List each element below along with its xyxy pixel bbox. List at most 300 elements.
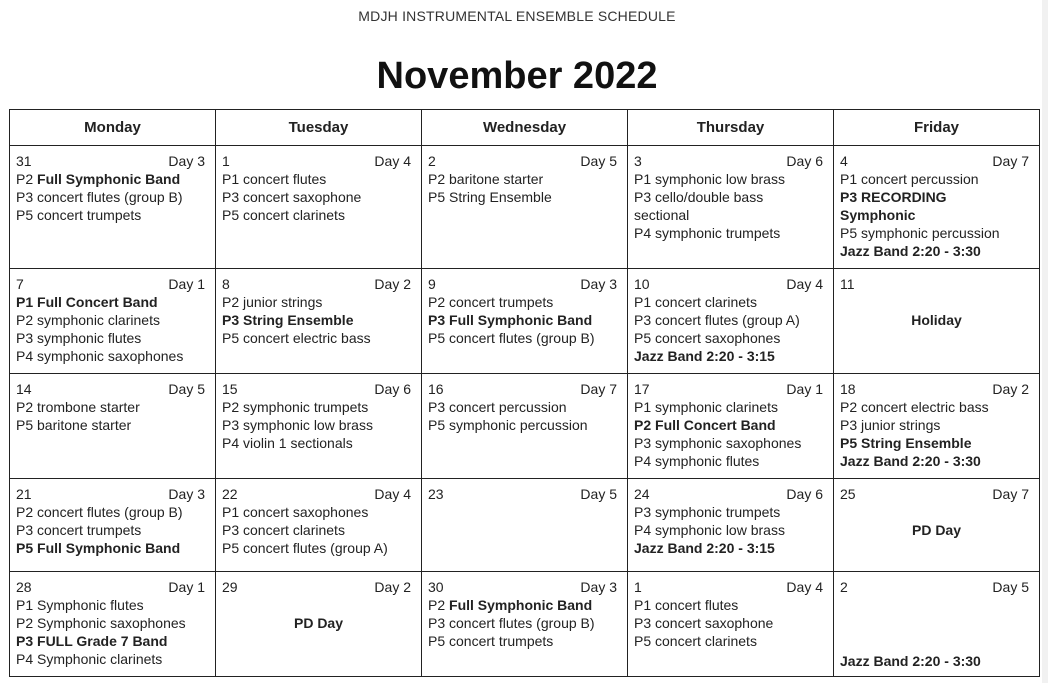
date-header	[222, 380, 415, 398]
day-cell-content	[16, 152, 209, 268]
day-cell[interactable]	[628, 374, 834, 479]
schedule-entry	[840, 242, 1033, 260]
entry-text: concert flutes (group B)	[449, 615, 595, 631]
schedule-entry	[634, 632, 827, 650]
entry-text: concert flutes (group B)	[449, 330, 595, 346]
schedule-entry	[16, 188, 209, 206]
schedule-entry	[634, 596, 827, 614]
date-number: 11	[840, 276, 855, 292]
day-cell[interactable]	[422, 572, 628, 677]
period-label: P2	[840, 399, 858, 415]
period-label: P5	[222, 207, 240, 223]
entry-text: junior strings	[243, 294, 323, 310]
month-title: November 2022	[376, 55, 658, 97]
entry-text: junior strings	[861, 417, 941, 433]
date-header	[16, 152, 209, 170]
period-label: P5	[428, 189, 446, 205]
entry-text: symphonic saxophones	[655, 435, 802, 451]
schedule-entry	[16, 416, 209, 434]
entry-text: concert flutes (group B)	[37, 189, 183, 205]
date-header	[634, 275, 827, 293]
date-number: 18	[840, 381, 856, 397]
entry-text: symphonic trumpets	[655, 504, 781, 520]
rotation-day: Day 6	[786, 486, 823, 502]
date-number: 15	[222, 381, 238, 397]
day-cell[interactable]	[628, 572, 834, 677]
period-label: P3	[222, 522, 240, 538]
rotation-day: Day 3	[580, 276, 617, 292]
rotation-day: Day 4	[786, 276, 823, 292]
period-label: P3	[16, 330, 34, 346]
date-header	[634, 152, 827, 170]
schedule-entry	[634, 452, 827, 470]
schedule-entry	[16, 170, 209, 188]
schedule-entry	[840, 206, 1033, 224]
entry-text: P2 Full Concert Band	[634, 417, 776, 433]
period-label: P3	[634, 312, 652, 328]
date-number: 3	[634, 153, 642, 169]
date-number: 8	[222, 276, 230, 292]
schedule-entry	[634, 503, 827, 521]
entry-text: cello/double bass	[655, 189, 764, 205]
entry-text: symphonic percussion	[861, 225, 1000, 241]
period-label: P4	[634, 225, 652, 241]
page-scrollbar[interactable]	[1042, 0, 1048, 683]
entry-text: symphonic percussion	[449, 417, 588, 433]
schedule-entry	[16, 347, 209, 365]
day-cell[interactable]	[10, 269, 216, 374]
date-header	[428, 275, 621, 293]
day-cell-content	[428, 485, 621, 571]
schedule-entry	[16, 614, 209, 632]
schedule-entry	[634, 188, 827, 206]
schedule-entry	[634, 224, 827, 242]
entry-text: Symphonic flutes	[37, 597, 144, 613]
day-cell[interactable]	[628, 479, 834, 572]
rotation-day: Day 3	[168, 486, 205, 502]
entry-text: concert flutes	[243, 171, 327, 187]
schedule-entry	[16, 596, 209, 614]
schedule-entry	[16, 521, 209, 539]
rotation-day: Day 5	[580, 486, 617, 502]
date-header	[634, 485, 827, 503]
day-cell-content	[634, 152, 827, 268]
period-label: P3	[222, 417, 240, 433]
entry-text: Symphonic	[840, 207, 916, 223]
entry-text: concert saxophones	[655, 330, 781, 346]
entry-text: P5 Full Symphonic Band	[16, 540, 181, 556]
rotation-day: Day 2	[374, 276, 411, 292]
entry-text: symphonic trumpets	[655, 225, 781, 241]
date-header	[428, 152, 621, 170]
day-cell-content	[634, 275, 827, 373]
period-label: P1	[222, 171, 240, 187]
week-row	[10, 374, 1040, 479]
date-header	[840, 275, 1033, 293]
schedule-entry	[16, 632, 209, 650]
entry-text: concert clarinets	[243, 522, 345, 538]
rotation-day: Day 2	[374, 579, 411, 595]
date-header	[428, 578, 621, 596]
entry-text: symphonic flutes	[37, 330, 142, 346]
jazz-band-note: Jazz Band 2:20 - 3:30	[840, 653, 981, 669]
date-number: 2	[428, 153, 436, 169]
day-cell-content	[16, 485, 209, 571]
schedule-entry	[634, 329, 827, 347]
day-cell-content	[428, 380, 621, 478]
period-label: P3	[16, 522, 34, 538]
period-label: P2	[16, 399, 34, 415]
rotation-day: Day 7	[992, 486, 1029, 502]
day-cell-content	[222, 578, 415, 676]
period-label: P5	[840, 225, 858, 241]
day-cell-content	[16, 578, 209, 676]
day-cell[interactable]	[216, 572, 422, 677]
period-label: P1	[634, 597, 652, 613]
entry-text: symphonic low brass	[243, 417, 373, 433]
schedule-entry	[222, 329, 415, 347]
period-label: P2	[428, 171, 446, 187]
date-header	[634, 578, 827, 596]
schedule-entry	[428, 311, 621, 329]
date-header	[16, 485, 209, 503]
entry-text: concert saxophone	[655, 615, 774, 631]
date-number: 1	[634, 579, 642, 595]
day-cell[interactable]	[422, 479, 628, 572]
period-label: P1	[222, 504, 240, 520]
entry-text: concert saxophone	[243, 189, 362, 205]
period-label: P2	[16, 504, 34, 520]
period-label: P2	[222, 294, 240, 310]
day-cell[interactable]	[422, 374, 628, 479]
date-header	[222, 578, 415, 596]
day-cell[interactable]	[10, 479, 216, 572]
date-header	[428, 485, 621, 503]
entry-text: Jazz Band 2:20 - 3:15	[634, 348, 775, 364]
schedule-entry	[428, 416, 621, 434]
rotation-day: Day 2	[992, 381, 1029, 397]
period-label: P5	[428, 330, 446, 346]
period-label: P1	[634, 294, 652, 310]
weekday-header: Thursday	[628, 110, 834, 146]
entry-text: concert clarinets	[243, 207, 345, 223]
entry-text: Full Symphonic Band	[449, 597, 593, 613]
schedule-entry	[428, 632, 621, 650]
period-label: P3	[16, 189, 34, 205]
schedule-entry	[222, 521, 415, 539]
schedule-entry	[840, 398, 1033, 416]
entry-text: concert trumpets	[37, 522, 142, 538]
period-label: P3	[428, 399, 446, 415]
date-number: 10	[634, 276, 650, 292]
period-label: P2	[16, 171, 34, 187]
date-number: 24	[634, 486, 650, 502]
entry-text: Full Symphonic Band	[37, 171, 181, 187]
period-label: P2	[16, 615, 34, 631]
schedule-entry	[634, 347, 827, 365]
date-header	[16, 275, 209, 293]
entry-text: symphonic low brass	[655, 522, 785, 538]
day-note: PD Day	[293, 615, 344, 631]
entry-text: concert percussion	[449, 399, 567, 415]
day-cell[interactable]	[216, 374, 422, 479]
day-cell-content	[840, 380, 1033, 478]
rotation-day: Day 3	[580, 579, 617, 595]
week-row	[10, 146, 1040, 269]
period-label: P5	[634, 633, 652, 649]
rotation-day: Day 5	[580, 153, 617, 169]
day-cell[interactable]	[834, 374, 1040, 479]
date-header	[16, 380, 209, 398]
date-header	[634, 380, 827, 398]
period-label: P3	[428, 615, 446, 631]
day-cell-content	[222, 275, 415, 373]
entry-text: Symphonic clarinets	[37, 651, 163, 667]
day-cell-content	[16, 275, 209, 373]
day-cell-content	[428, 152, 621, 268]
day-cell-content	[634, 380, 827, 478]
entry-text: symphonic clarinets	[655, 399, 778, 415]
weekday-header: Tuesday	[216, 110, 422, 146]
day-cell[interactable]	[422, 146, 628, 269]
schedule-subtitle: MDJH INSTRUMENTAL ENSEMBLE SCHEDULE	[358, 8, 676, 24]
period-label: P3	[634, 189, 652, 205]
schedule-entry	[428, 329, 621, 347]
schedule-entry	[222, 170, 415, 188]
date-header	[222, 485, 415, 503]
schedule-entry	[840, 434, 1033, 452]
schedule-entry	[428, 293, 621, 311]
weekday-header: Monday	[10, 110, 216, 146]
schedule-entry	[840, 170, 1033, 188]
schedule-entry	[634, 434, 827, 452]
week-row	[10, 572, 1040, 677]
period-label: P2	[428, 294, 446, 310]
day-cell[interactable]	[10, 374, 216, 479]
entry-text: concert trumpets	[449, 633, 554, 649]
date-number: 30	[428, 579, 444, 595]
date-header	[840, 152, 1033, 170]
entry-text: sectional	[634, 207, 690, 223]
schedule-entry	[222, 293, 415, 311]
entry-text: concert flutes (group A)	[655, 312, 800, 328]
entry-text: concert clarinets	[655, 294, 757, 310]
period-label: P3	[222, 189, 240, 205]
schedule-entry	[428, 614, 621, 632]
period-label: P5	[16, 207, 34, 223]
schedule-entry	[634, 521, 827, 539]
day-cell[interactable]	[10, 572, 216, 677]
day-cell-content	[428, 275, 621, 373]
period-label: P1	[16, 597, 34, 613]
day-cell[interactable]	[628, 146, 834, 269]
day-cell[interactable]	[422, 269, 628, 374]
period-label: P5	[634, 330, 652, 346]
date-number: 31	[16, 153, 32, 169]
entry-text: concert electric bass	[243, 330, 371, 346]
entry-text: symphonic trumpets	[243, 399, 369, 415]
date-number: 1	[222, 153, 230, 169]
schedule-entry	[16, 539, 209, 557]
schedule-entry	[16, 503, 209, 521]
schedule-entry	[634, 311, 827, 329]
period-label: P5	[428, 417, 446, 433]
date-number: 23	[428, 486, 444, 502]
entry-text: P3 Full Symphonic Band	[428, 312, 593, 328]
period-label: P2	[428, 597, 446, 613]
date-header	[16, 578, 209, 596]
period-label: P3	[634, 435, 652, 451]
day-cell-content	[222, 380, 415, 478]
day-cell-content	[222, 152, 415, 268]
date-header	[840, 485, 1033, 503]
schedule-entry	[222, 434, 415, 452]
schedule-entry	[16, 329, 209, 347]
day-cell[interactable]	[834, 479, 1040, 572]
day-cell[interactable]	[216, 269, 422, 374]
date-number: 22	[222, 486, 238, 502]
weekday-header: Friday	[834, 110, 1040, 146]
date-number: 2	[840, 579, 848, 595]
rotation-day: Day 1	[168, 579, 205, 595]
day-cell[interactable]	[628, 269, 834, 374]
entry-text: symphonic low brass	[655, 171, 785, 187]
date-number: 9	[428, 276, 436, 292]
day-cell-content	[840, 152, 1033, 268]
day-cell-content	[16, 380, 209, 478]
schedule-entry	[16, 311, 209, 329]
schedule-entry	[222, 206, 415, 224]
day-note: Holiday	[911, 312, 962, 328]
entry-text: symphonic flutes	[655, 453, 760, 469]
day-cell-content	[634, 578, 827, 676]
period-label: P2	[16, 312, 34, 328]
entry-text: concert trumpets	[449, 294, 554, 310]
rotation-day: Day 7	[992, 153, 1029, 169]
entry-text: concert trumpets	[37, 207, 142, 223]
rotation-day: Day 3	[168, 153, 205, 169]
period-label: P5	[222, 330, 240, 346]
entry-text: symphonic saxophones	[37, 348, 184, 364]
rotation-day: Day 4	[786, 579, 823, 595]
period-label: P4	[16, 348, 34, 364]
schedule-entry	[16, 650, 209, 668]
schedule-entry	[222, 503, 415, 521]
period-label: P1	[634, 171, 652, 187]
period-label: P1	[634, 399, 652, 415]
date-number: 17	[634, 381, 650, 397]
day-cell-content	[840, 485, 1033, 571]
schedule-entry	[840, 224, 1033, 242]
week-row	[10, 479, 1040, 572]
schedule-entry	[634, 206, 827, 224]
entry-text: symphonic clarinets	[37, 312, 160, 328]
period-label: P2	[222, 399, 240, 415]
day-cell[interactable]	[834, 146, 1040, 269]
period-label: P4	[634, 522, 652, 538]
rotation-day: Day 6	[786, 153, 823, 169]
rotation-day: Day 7	[580, 381, 617, 397]
schedule-entry	[634, 416, 827, 434]
entry-text: Jazz Band 2:20 - 3:30	[840, 243, 981, 259]
date-number: 7	[16, 276, 24, 292]
period-label: P5	[222, 540, 240, 556]
entry-text: concert flutes	[655, 597, 739, 613]
schedule-entry	[634, 614, 827, 632]
rotation-day: Day 4	[374, 153, 411, 169]
entry-text: P5 String Ensemble	[840, 435, 972, 451]
rotation-day: Day 1	[168, 276, 205, 292]
rotation-day: Day 5	[168, 381, 205, 397]
entry-text: P3 FULL Grade 7 Band	[16, 633, 168, 649]
entry-text: concert percussion	[861, 171, 979, 187]
day-cell-content	[428, 578, 621, 676]
entry-text: violin 1 sectionals	[243, 435, 353, 451]
entry-text: baritone starter	[37, 417, 132, 433]
week-row	[10, 269, 1040, 374]
day-cell[interactable]	[834, 269, 1040, 374]
period-label: P4	[16, 651, 34, 667]
day-cell-content	[634, 485, 827, 571]
schedule-entry	[634, 398, 827, 416]
day-cell-content	[840, 578, 1033, 676]
period-label: P3	[634, 504, 652, 520]
day-cell-content	[840, 275, 1033, 373]
schedule-entry	[222, 311, 415, 329]
day-cell[interactable]	[216, 146, 422, 269]
period-label: P1	[840, 171, 858, 187]
schedule-entry	[840, 188, 1033, 206]
day-cell[interactable]	[10, 146, 216, 269]
schedule-entry	[840, 416, 1033, 434]
date-number: 28	[16, 579, 32, 595]
date-header	[428, 380, 621, 398]
period-label: P3	[840, 417, 858, 433]
entry-text: Symphonic saxophones	[37, 615, 186, 631]
rotation-day: Day 6	[374, 381, 411, 397]
rotation-day: Day 4	[374, 486, 411, 502]
day-cell-content	[222, 485, 415, 571]
schedule-entry	[840, 452, 1033, 470]
schedule-entry	[222, 539, 415, 557]
schedule-entry	[634, 293, 827, 311]
rotation-day: Day 1	[786, 381, 823, 397]
schedule-entry	[16, 293, 209, 311]
day-cell[interactable]	[834, 572, 1040, 677]
date-header	[222, 275, 415, 293]
entry-text: concert clarinets	[655, 633, 757, 649]
period-label: P5	[16, 417, 34, 433]
period-label: P4	[634, 453, 652, 469]
schedule-entry	[16, 206, 209, 224]
period-label: P4	[222, 435, 240, 451]
entry-text: trombone starter	[37, 399, 140, 415]
schedule-entry	[222, 398, 415, 416]
entry-text: baritone starter	[449, 171, 544, 187]
schedule-entry	[16, 398, 209, 416]
day-cell[interactable]	[216, 479, 422, 572]
date-header	[840, 578, 1033, 596]
entry-text: concert flutes (group A)	[243, 540, 388, 556]
schedule-entry	[428, 398, 621, 416]
day-note: PD Day	[911, 522, 962, 538]
date-number: 21	[16, 486, 32, 502]
schedule-entry	[222, 416, 415, 434]
entry-text: P3 String Ensemble	[222, 312, 354, 328]
schedule-entry	[222, 188, 415, 206]
rotation-day: Day 5	[992, 579, 1029, 595]
date-number: 4	[840, 153, 848, 169]
